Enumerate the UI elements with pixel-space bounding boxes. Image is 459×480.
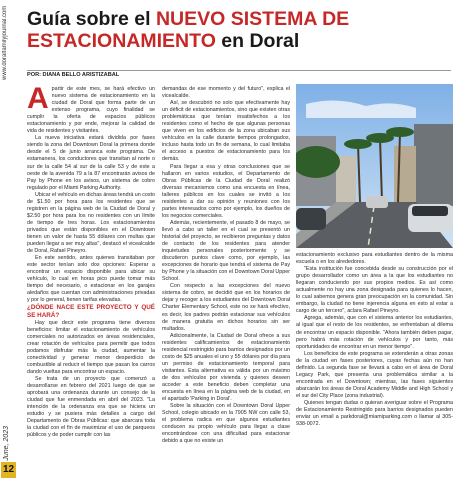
website-url: www.doralfamilyjournal.com [2,6,8,81]
paragraph: Los beneficios de este programa se extenderán a otras zonas de la ciudad en fases posteriores, cuyas fechas aún no han definido. La segunda fase se llevará a cabo en el área de Doral Legacy Park, que presenta una problemática similar a la encontrada en el Downtown; mientras, las fases siguientes abarcarán los áreas de Doral Academy Middle and High School y el sur del City Place (zona industrial). [296,350,453,399]
page-sidebar [0,0,17,480]
paragraph: Para llegar a esa y otras conclusiones que se hallaron en varios estudios, el Departamento de Obras Públicas de la Ciudad de Doral realizó diversas mecanismos como una encuesta en línea, talleres públicos en los cuales se invitó a los residentes a dar su opinión y reuniones con los partes interesados como por ejemplo, los dueños de los negocios comerciales. [162,163,290,219]
paragraph: Así, se descubrió no solo que efectivamente hay un déficit de estacionamientos, sino que existen otras problemáticas que tenían insatisfechos a los residentes como el hecho de que algunas personas que viven en los edificios de la zona ubicaban sus vehículos en la calle durante tiempos prolongados, incluso hasta todo un fin de semana, lo cual limitaba el acceso a puestos de estacionamiento para los demás. [162,100,290,163]
title-part-1: Guía sobre el [27,8,156,30]
paragraph: Se trata de un proyecto que comenzó a desarrollarse en febrero del 2021 luego de que se aprobará una ordenanza durante un consejo de la ciudad que fue enmendada en abril del 2023. "La intención de la ordenanza era que se hiciera un estudio y se pusiera más detalles a cargo del Departamento de Obras Públicas: que abarcara toda la ciudad con el fin de maximizar el uso de parqueos públicos y de poder cumplir con las [27,376,155,439]
article-column-3 [296,252,453,428]
paragraph: Sobre la situación con el Downtown Doral Upper School, colegio ubicado en la 7905 NW con calle 53, el problema radica en que algunos estudiantes conducen su propio vehículo para llegar a clase encontrándose con una dificultad para estacionar debido a que no existe un [162,403,290,445]
paragraph: Adicionalmente, la Ciudad de Doral ofrece a sus residentes calificamientos de estacionamiento residencial restringido para barrios designados por un costo de $25 anuales el uno y 55 dólares por día para un permiso de estacionamiento temporal para visitantes. Esta alternativa es válida por un máximo de dos vehículos por vivienda y quienes deseen acceder a este beneficio deben completar una encuesta en línea en la página web de la ciudad, en el apartado 'Parking in Doral'. [162,332,290,403]
title-highlight-1: NUEVO SISTEMA DE [155,8,350,30]
paragraph: "Esta institución fue concebida desde su construcción por el grupo desarrollador como un área a la que los estudiantes no llegaran conduciendo por sus propios medios. Es así como actualmente no hay una zona designada para quienes lo hacen, lo cual sabemos genera gran preocupación en la comunidad. Sin embargo, la ciudad no tiene injerencia alguna en esto al estar a cargo de un tercero", aclara Rafael Pineyro. [296,266,453,315]
paragraph: demandas de ese momento y del futuro", explica el vicealcalde. [162,86,290,100]
paragraph: estacionamiento exclusivo para estudiantes dentro de la misma escuela o en los alrededores. [296,252,453,266]
title-divider [27,70,451,71]
issue-date: June, 2023 [3,426,10,461]
page-number: 12 [1,462,16,478]
paragraph: La nueva iniciativa estará dividida por fases siendo la zona del Downtown Doral la primera donde desde el 5 de junio arranca este programa. De estamanera, los conductores que transitan al norte o sur de la calle 54 al sur de la calle 53 y de este a oeste de la avenida 79 a la 87 encontrarán avisos de Pay by Phone en los avisos, un sistema de cobro regulado por el Miami Parking Authority. [27,135,155,191]
byline: POR: DIANA BELLO ARISTIZABAL [27,72,120,78]
article-column-1 [27,82,156,439]
street-photo [296,84,453,248]
paragraph: Con respecto a las excepciones del nuevo sistema de cobro, se decidió que en los horarios de dejar y recoger a los estudiantes del Downtown Doral Charter Elementary School, este no se hará efectivo, es decir, los padres podrán estacionar sus vehículos de manera gratuita en dichos horarios sin ser multados. [162,283,290,332]
paragraph: Ubicar el vehículo en dichas áreas tendrá un costo de $1.50 por hora para los residentes que se registren en la página web de la Ciudad de Doral y $2.50 por hora para los no residentes con un límite de tiempo de tres horas. Los estacionamientos privados que están disponibles en el Downtown tienen un valor de hasta 55 dólares con multas que pueden llegar a ser muy altas", destacó el vicealcalde de Doral, Rafael Pineyro. [27,191,156,255]
street-photo-image [296,84,453,248]
paragraph: Agrega, además, que con el sistema anterior los estudiantes, al igual que el resto de los residentes, se enfrentaban al dilema de encontrar un espacio disponible. "Ahora también deben pagar, pero habrá más rotación de vehículos y por tanto, más oportunidades de encontrar en un menor tiempo". [296,315,453,350]
paragraph [27,82,155,135]
article-column-2 [162,86,290,445]
paragraph: Además, recientemente, el pasado 8 de mayo, se llevó a cabo un taller en el cual se presentó un historial del proyecto, se recibieron preguntas y datos de contacto de los residentes para atender inquietudes personales posteriormente y se discutieron puntos clave como, por ejemplo, las excepciones de horario que tendrá el sistema de Pay by Phone y la situación con el Downtown Doral Upper School. [162,219,290,283]
title-highlight-2: ESTACIONAMIENTO [27,30,216,52]
paragraph-text: partir de este mes, se hará efectivo un nuevo sistema de estacionamiento en la ciudad de Doral que forma parte de un extenso programa, cuyo finalidad se cumplir la oferta de espacios públicos estacionamiento y por ende, mejorar la calidad de vida de residentes y visitantes. [27,86,155,135]
title-part-2: en Doral [215,30,300,52]
paragraph: Hay que decir este programa tiene diversos beneficios: limitar el estacionamiento de vehículos comerciales no autorizados en áreas residenciales, crear rotación de vehículos para permitir que todos podamos disfrutar más la ciudad, aumentar la conectividad y generar menor desperdicio de combustible al reducir el tiempo que pasan los carros dando vueltas para encontrar un espacio. [27,319,155,375]
article-title [27,8,447,52]
section-subheading: ¿DÓNDE NACE ESTE PROYECTO Y QUÉ SE HARÁ? [27,304,155,320]
paragraph: Quienes tengan dudas o quieran averiguar sobre el Programa de Estacionamiento Restringido para barrios designados pueden enviar un email a parkdoral@miamiparking.com o llamar al 305-938-0072. [296,399,453,428]
paragraph: En este sentido, antes quienes transitaban por este sector tenían solo dos opciones: Esperar a encontrar un espacio disponible para ubicar su vehículo, lo cual en horas pico puede tomar más tiempo del necesario, o estacionar en los garajes aledaños que cuentan con administraciones privadas y por lo general, tienen tarifas elevadas. [27,255,155,304]
drop-cap: A [27,82,49,115]
